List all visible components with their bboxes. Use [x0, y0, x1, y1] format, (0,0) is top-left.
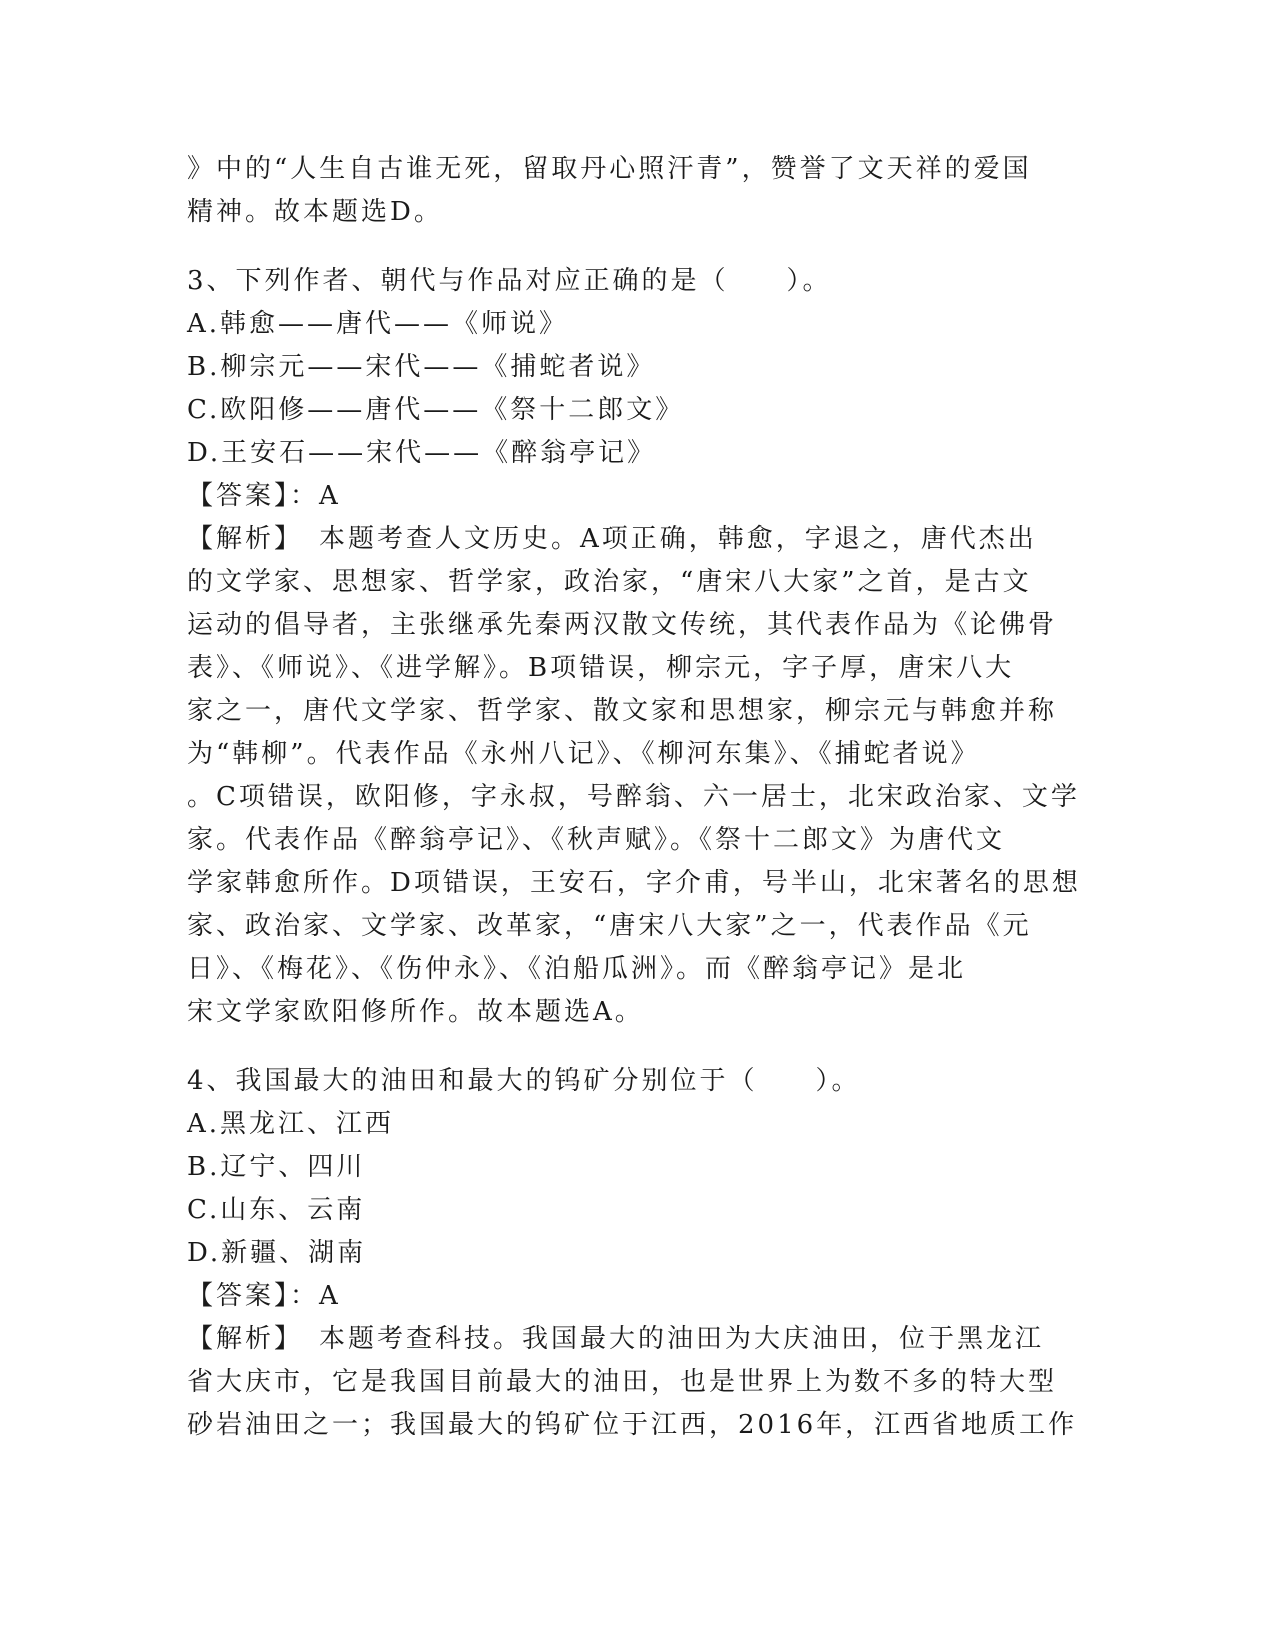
spacer [187, 234, 1087, 260]
analysis [187, 518, 1087, 1034]
analysis-line: 。C项错误，欧阳修，字永叔，号醉翁、六一居士，北宋政治家、文学 [187, 782, 1080, 812]
option-b: B.辽宁、四川 [187, 1152, 366, 1182]
analysis-line: 表》、《师说》、《进学解》。B项错误，柳宗元，字子厚，唐宋八大 [187, 653, 1015, 683]
analysis-line: 【解析】 本题考查人文历史。A项正确，韩愈，字退之，唐代杰出 [187, 524, 1037, 554]
text-line: 》中的“人生自古谁无死，留取丹心照汗青”，赞誉了文天祥的爱国 [187, 154, 1032, 184]
option-d: D.新疆、湖南 [187, 1238, 367, 1268]
analysis-line: 的文学家、思想家、哲学家，政治家，“唐宋八大家”之首，是古文 [187, 567, 1032, 597]
analysis-line: 砂岩油田之一；我国最大的钨矿位于江西，2016年，江西省地质工作 [187, 1410, 1078, 1440]
option-c: C.山东、云南 [187, 1195, 366, 1225]
text-line: 精神。故本题选D。 [187, 197, 443, 227]
analysis-line: 家之一，唐代文学家、哲学家、散文家和思想家，柳宗元与韩愈并称 [187, 696, 1058, 726]
analysis-line: 家。代表作品《醉翁亭记》、《秋声赋》。《祭十二郎文》为唐代文 [187, 825, 1006, 855]
analysis [187, 1318, 1087, 1447]
option-a: A.韩愈——唐代——《师说》 [187, 309, 569, 339]
spacer [187, 1034, 1087, 1060]
question-4 [187, 1060, 1087, 1447]
analysis-line: 为“韩柳”。代表作品《永州八记》、《柳河东集》、《捕蛇者说》 [187, 739, 980, 769]
analysis-line: 省大庆市，它是我国目前最大的油田，也是世界上为数不多的特大型 [187, 1367, 1058, 1397]
option-c: C.欧阳修——唐代——《祭十二郎文》 [187, 395, 685, 425]
analysis-line: 家、政治家、文学家、改革家，“唐宋八大家”之一，代表作品《元 [187, 911, 1032, 941]
question-3 [187, 260, 1087, 1034]
question-text: 4、我国最大的油田和最大的钨矿分别位于（ ）。 [187, 1066, 861, 1096]
option-d: D.王安石——宋代——《醉翁亭记》 [187, 438, 657, 468]
answer-line: 【答案】：A [187, 1281, 341, 1311]
question-2-tail [187, 148, 1087, 234]
option-b: B.柳宗元——宋代——《捕蛇者说》 [187, 352, 656, 382]
analysis-line: 【解析】 本题考查科技。我国最大的油田为大庆油田，位于黑龙江 [187, 1324, 1045, 1354]
option-a: A.黑龙江、江西 [187, 1109, 395, 1139]
answer-line: 【答案】：A [187, 481, 341, 511]
question-text: 3、下列作者、朝代与作品对应正确的是（ ）。 [187, 266, 832, 296]
analysis-line: 宋文学家欧阳修所作。故本题选A。 [187, 997, 644, 1027]
document-page [187, 148, 1087, 1447]
analysis-line: 日》、《梅花》、《伤仲永》、《泊船瓜洲》。而《醉翁亭记》是北 [187, 954, 967, 984]
analysis-line: 学家韩愈所作。D项错误，王安石，字介甫，号半山，北宋著名的思想 [187, 868, 1081, 898]
analysis-line: 运动的倡导者，主张继承先秦两汉散文传统，其代表作品为《论佛骨 [187, 610, 1058, 640]
